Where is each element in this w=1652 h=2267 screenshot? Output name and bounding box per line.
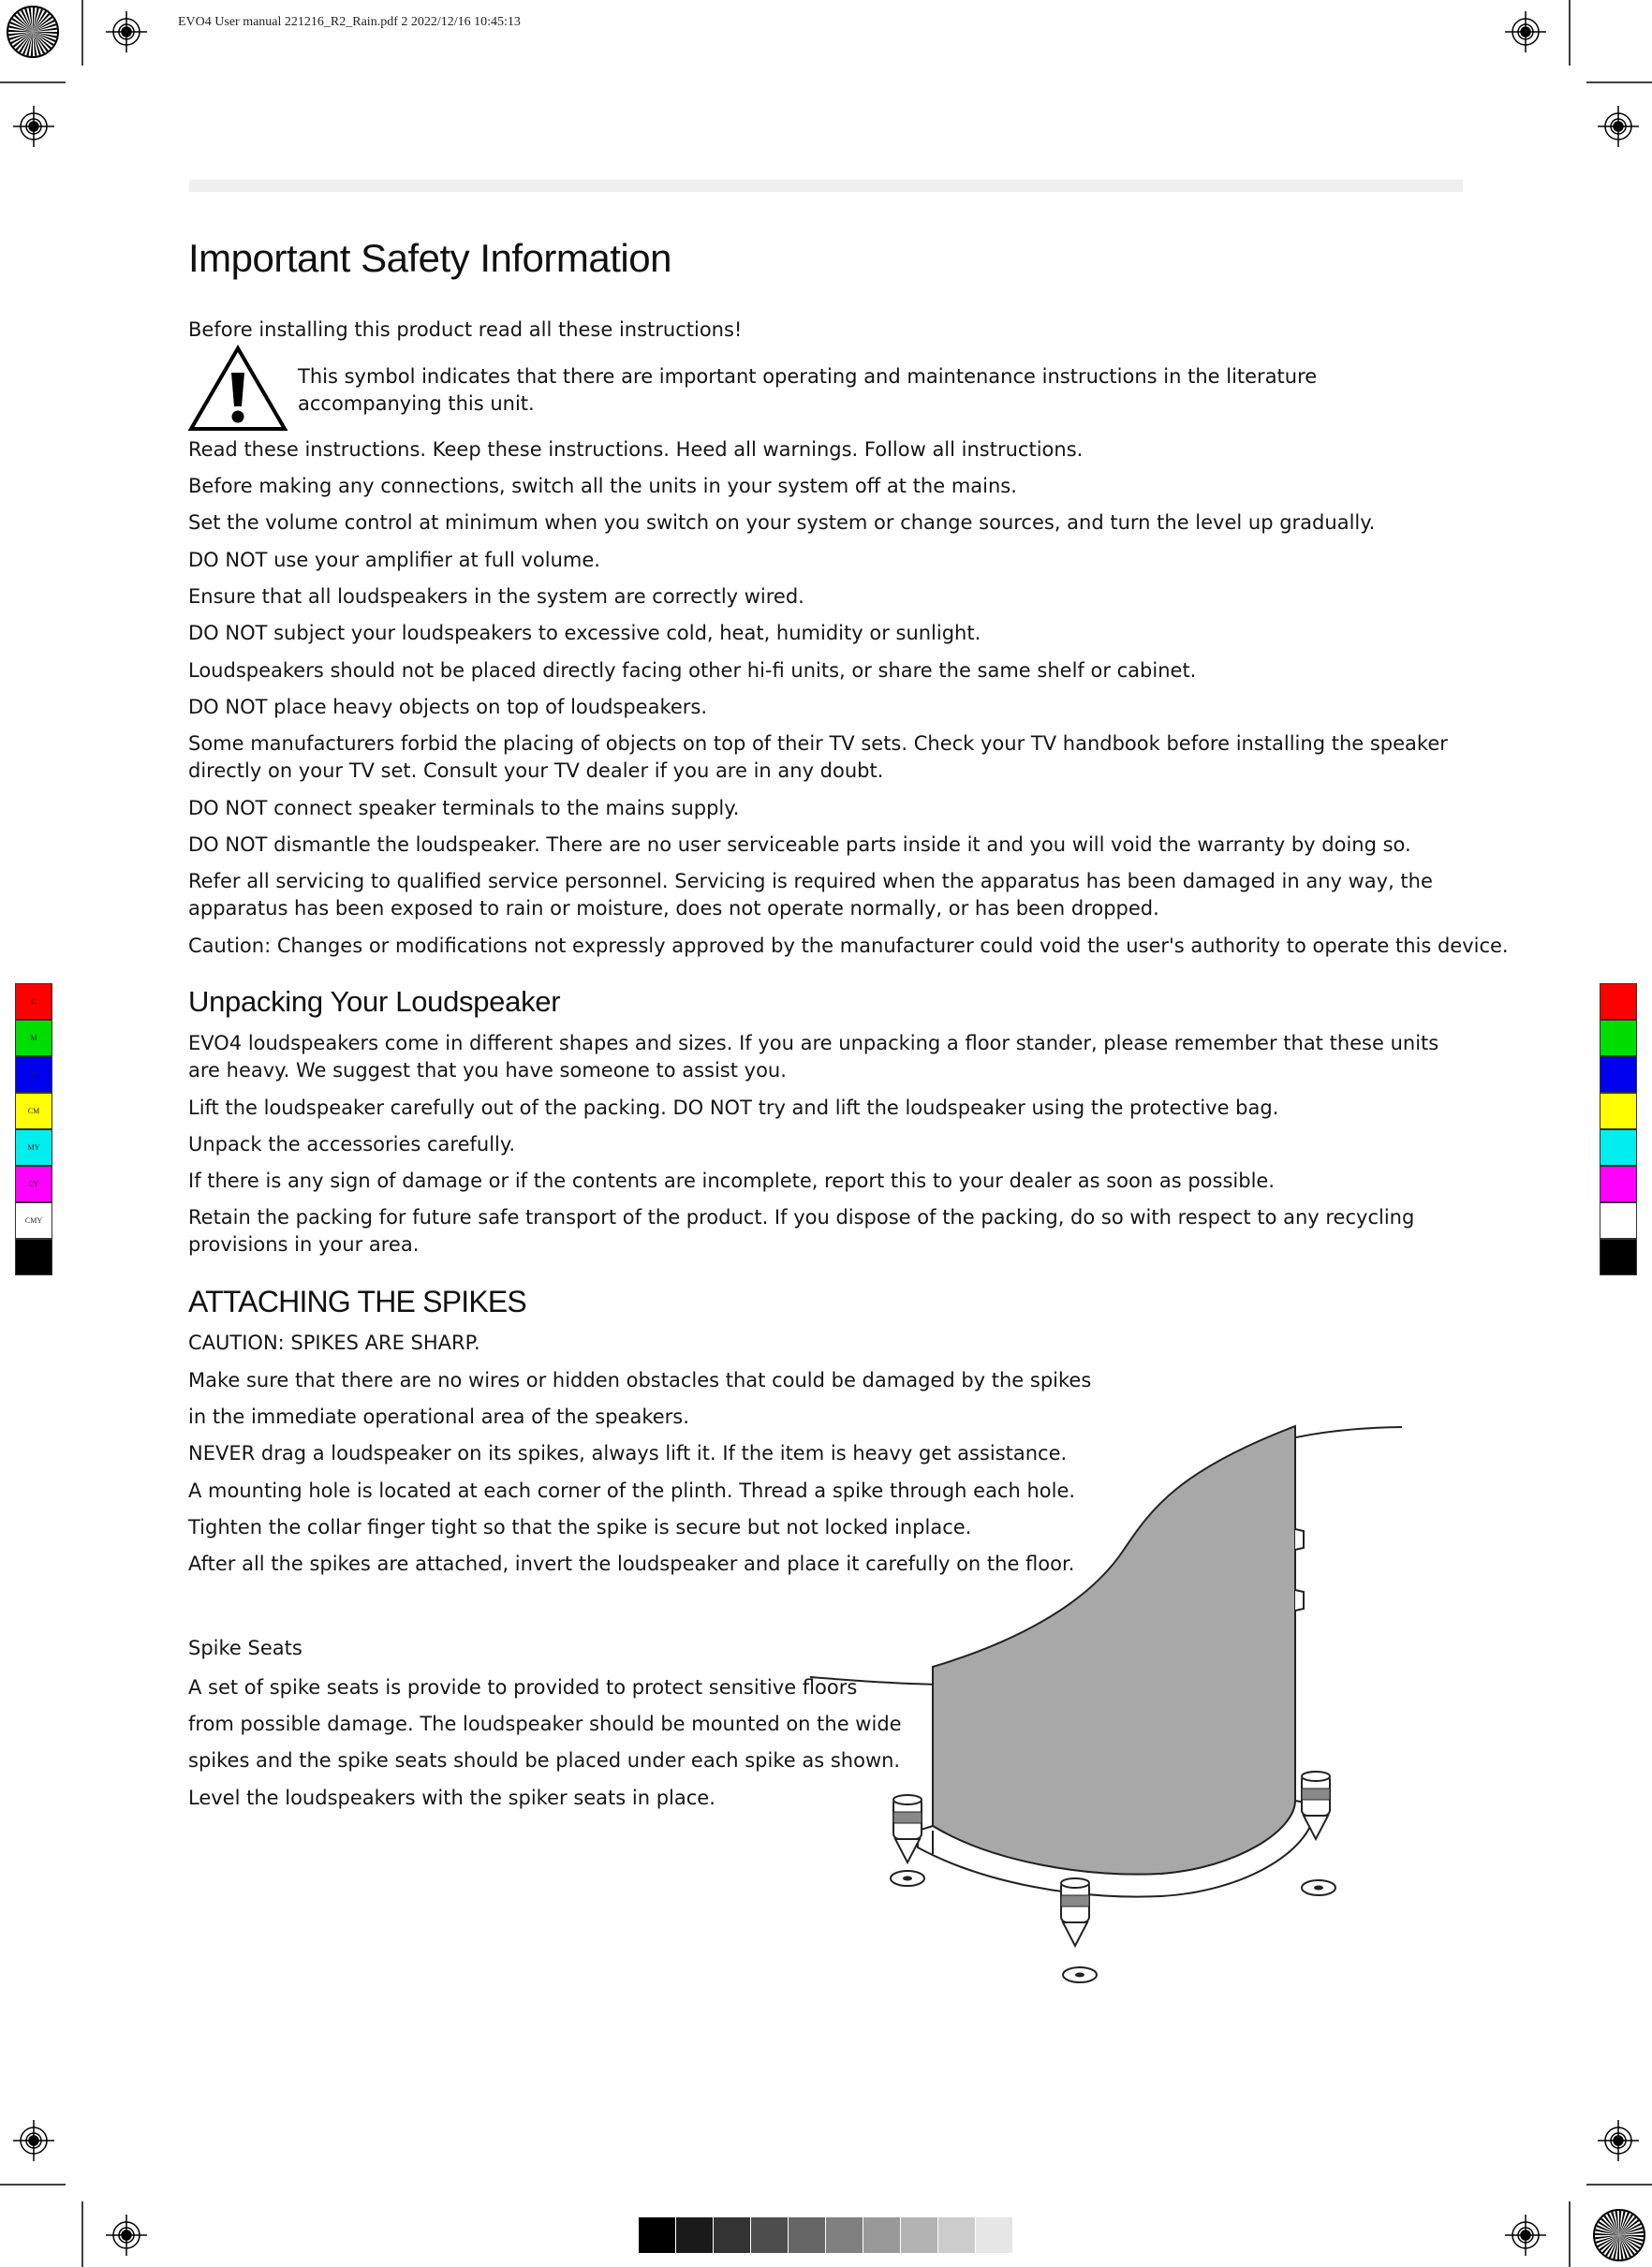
speaker-spike-illustration xyxy=(805,1419,1405,1999)
swatch-cyan xyxy=(1600,1129,1637,1166)
starburst-top-left xyxy=(7,7,58,57)
swatch-m: M xyxy=(15,1020,52,1056)
color-bar-left xyxy=(15,983,52,1275)
spike-seats-line: from possible damage. The loudspeaker should be mounted on the wide xyxy=(188,1713,902,1735)
unpacking-item: If there is any sign of damage or if the contents are incomplete, report this to your dealer as soon as possible. xyxy=(188,1170,1276,1192)
swatch-white xyxy=(1600,1202,1637,1239)
swatch-magenta xyxy=(1600,1166,1637,1202)
safety-item: Refer all servicing to qualified service personnel. Servicing is required when the apparatus has been damaged in any way, the apparatus has been exposed to rain or moisture, does not operate normally, or has been dropped. xyxy=(188,870,1433,920)
spike-left-icon xyxy=(891,1795,924,1886)
grayscale-bar xyxy=(639,2217,1013,2253)
safety-item: Set the volume control at minimum when you switch on your system or change sources, and turn the level up gradually. xyxy=(188,511,1376,534)
file-slug: EVO4 User manual 221216_R2_Rain.pdf 2 2022/12/16 10:45:13 xyxy=(178,15,521,29)
safety-item: DO NOT use your amplifier at full volume. xyxy=(188,549,600,571)
unpacking-item: Lift the loudspeaker carefully out of the packing. DO NOT try and lift the loudspeaker using the protective bag. xyxy=(188,1097,1279,1119)
spikes-line: in the immediate operational area of the speakers. xyxy=(188,1406,689,1428)
safety-item: Loudspeakers should not be placed directly facing other hi-fi units, or share the same shelf or cabinet. xyxy=(188,659,1197,682)
color-bar-right xyxy=(1600,983,1637,1275)
spikes-line: After all the spikes are attached, invert the loudspeaker and place it carefully on the floor. xyxy=(188,1553,1075,1575)
spikes-line: Make sure that there are no wires or hidden obstacles that could be damaged by the spikes xyxy=(188,1369,1092,1391)
swatch-my: MY xyxy=(15,1129,52,1166)
swatch-black xyxy=(1600,1239,1637,1275)
swatch-cm: CM xyxy=(15,1093,52,1129)
safety-item: DO NOT connect speaker terminals to the mains supply. xyxy=(188,797,740,819)
header-rule xyxy=(189,180,1463,192)
starburst-bottom-right xyxy=(1594,2210,1645,2260)
spike-seats-heading: Spike Seats xyxy=(188,1637,302,1659)
spikes-line: NEVER drag a loudspeaker on its spikes, always lift it. If the item is heavy get assistance. xyxy=(188,1442,1068,1465)
spikes-line: Tighten the collar finger tight so that the spike is secure but not locked inplace. xyxy=(188,1516,972,1538)
unpacking-item: EVO4 loudspeakers come in different shapes and sizes. If you are unpacking a floor stander, please remember that these units are heavy. We suggest that you have someone to assist you. xyxy=(188,1032,1439,1082)
swatch-blue xyxy=(1600,1056,1637,1093)
safety-intro: Before installing this product read all these instructions! xyxy=(188,318,743,341)
swatch-c: C xyxy=(15,983,52,1020)
unpacking-item: Retain the packing for future safe transport of the product. If you dispose of the packing, do so with respect to any recycling provisions in your area. xyxy=(188,1206,1415,1256)
symbol-note: This symbol indicates that there are important operating and maintenance instructions in the literature accompanying this unit. xyxy=(298,365,1318,415)
safety-item: DO NOT subject your loudspeakers to excessive cold, heat, humidity or sunlight. xyxy=(188,622,981,644)
spike-seats-line: A set of spike seats is provide to provided to protect sensitive floors xyxy=(188,1676,858,1699)
spikes-line: A mounting hole is located at each corner of the plinth. Thread a spike through each hole. xyxy=(188,1479,1076,1502)
safety-item: Read these instructions. Keep these instructions. Heed all warnings. Follow all instructions. xyxy=(188,438,1084,461)
spikes-caution: CAUTION: SPIKES ARE SHARP. xyxy=(188,1332,480,1354)
swatch-y: Y xyxy=(15,1056,52,1093)
safety-item: Caution: Changes or modifications not expressly approved by the manufacturer could void the user's authority to operate this device. xyxy=(188,935,1509,957)
safety-item: Some manufacturers forbid the placing of objects on top of their TV sets. Check your TV handbook before installing the speaker directly on your TV set. Consult your TV dealer if you are in any doubt. xyxy=(188,732,1448,782)
spike-seats-line: Level the loudspeakers with the spiker seats in place. xyxy=(188,1787,715,1809)
swatch-k: K xyxy=(15,1239,52,1275)
spike-seats-line: spikes and the spike seats should be placed under each spike as shown. xyxy=(188,1749,901,1772)
safety-item: Before making any connections, switch all the units in your system off at the mains. xyxy=(188,475,1017,497)
swatch-red xyxy=(1600,983,1637,1020)
swatch-cy: CY xyxy=(15,1166,52,1202)
swatch-green xyxy=(1600,1020,1637,1056)
page-title: Important Safety Information xyxy=(188,236,671,280)
unpacking-heading: Unpacking Your Loudspeaker xyxy=(188,985,561,1018)
safety-item: DO NOT place heavy objects on top of loudspeakers. xyxy=(188,696,708,718)
safety-item: DO NOT dismantle the loudspeaker. There are no user serviceable parts inside it and you will void the warranty by doing so. xyxy=(188,833,1411,856)
swatch-yellow xyxy=(1600,1093,1637,1129)
unpacking-item: Unpack the accessories carefully. xyxy=(188,1133,516,1156)
swatch-cmy: CMY xyxy=(15,1202,52,1239)
warning-triangle-icon xyxy=(187,345,288,433)
safety-item: Ensure that all loudspeakers in the system are correctly wired. xyxy=(188,585,804,608)
spikes-heading: ATTACHING THE SPIKES xyxy=(188,1285,526,1318)
